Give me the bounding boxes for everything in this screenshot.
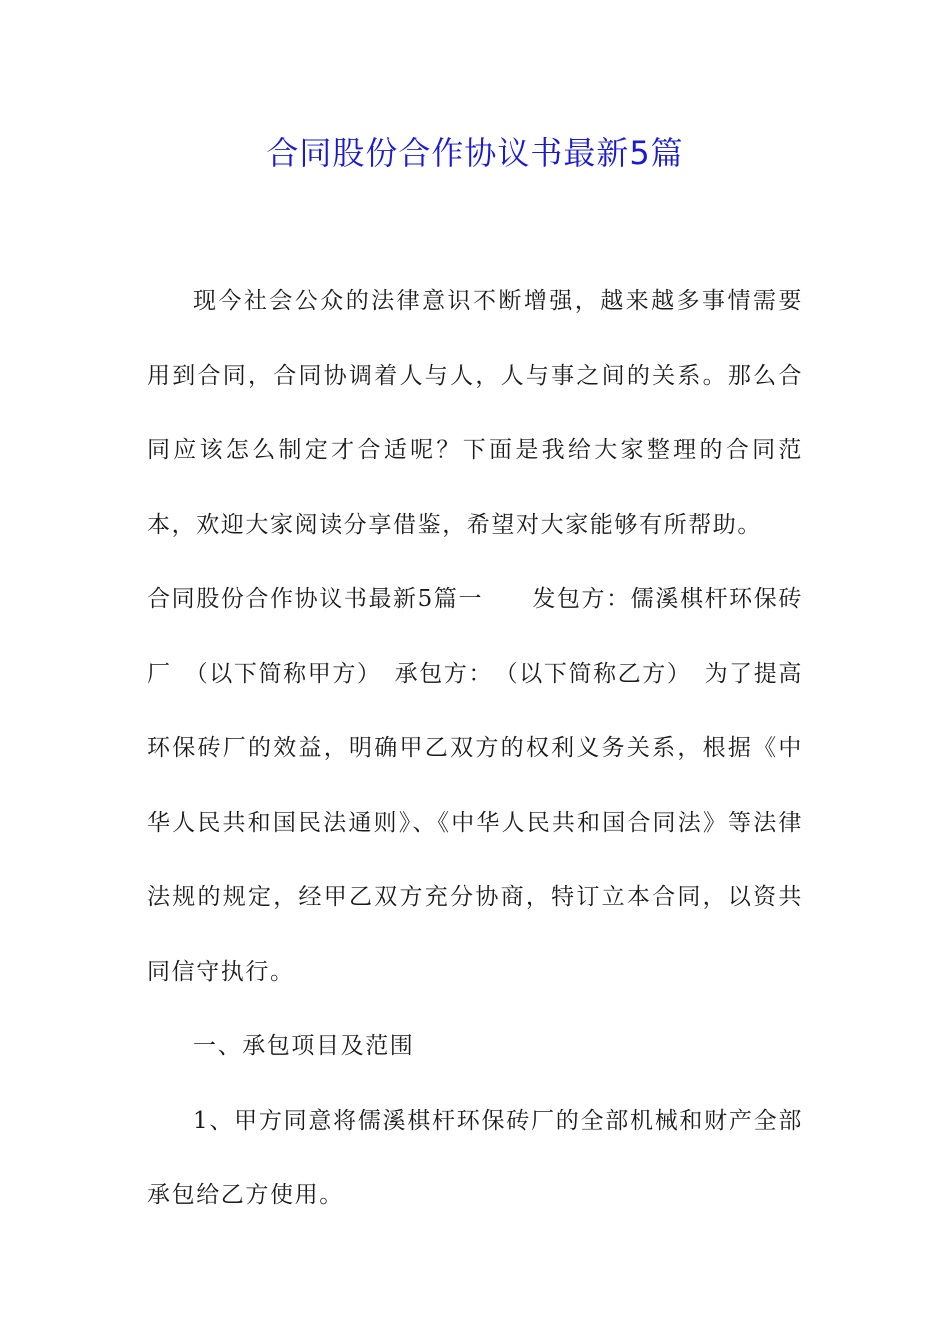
section-heading: 一、承包项目及范围 — [193, 1033, 415, 1059]
clause-paragraph: 1、甲方同意将儒溪棋杆环保砖厂的全部机械和财产全部承包给乙方使用。 — [147, 1107, 803, 1208]
document-body — [147, 264, 803, 1233]
contract-preamble-paragraph: 合同股份合作协议书最新5篇一 发包方：儒溪棋杆环保砖厂 （以下简称甲方） 承包方： （以下简称乙方） 为了提高环保砖厂的效益，明确甲乙双方的权利义务关系，根据《中华人民共和国民法通则》、《中华人民共和国合同法》等法律法规的规定，经甲乙双方充分协商，特订立本合同，以资共同信守执行。 — [147, 586, 803, 985]
document-title: 合同股份合作协议书最新5篇 — [266, 134, 684, 172]
intro-paragraph: 现今社会公众的法律意识不断增强，越来越多事情需要用到合同，合同协调着人与人，人与事之间的关系。那么合同应该怎么制定才合适呢？下面是我给大家整理的合同范本，欢迎大家阅读分享借鉴，希望对大家能够有所帮助。 — [147, 288, 803, 538]
